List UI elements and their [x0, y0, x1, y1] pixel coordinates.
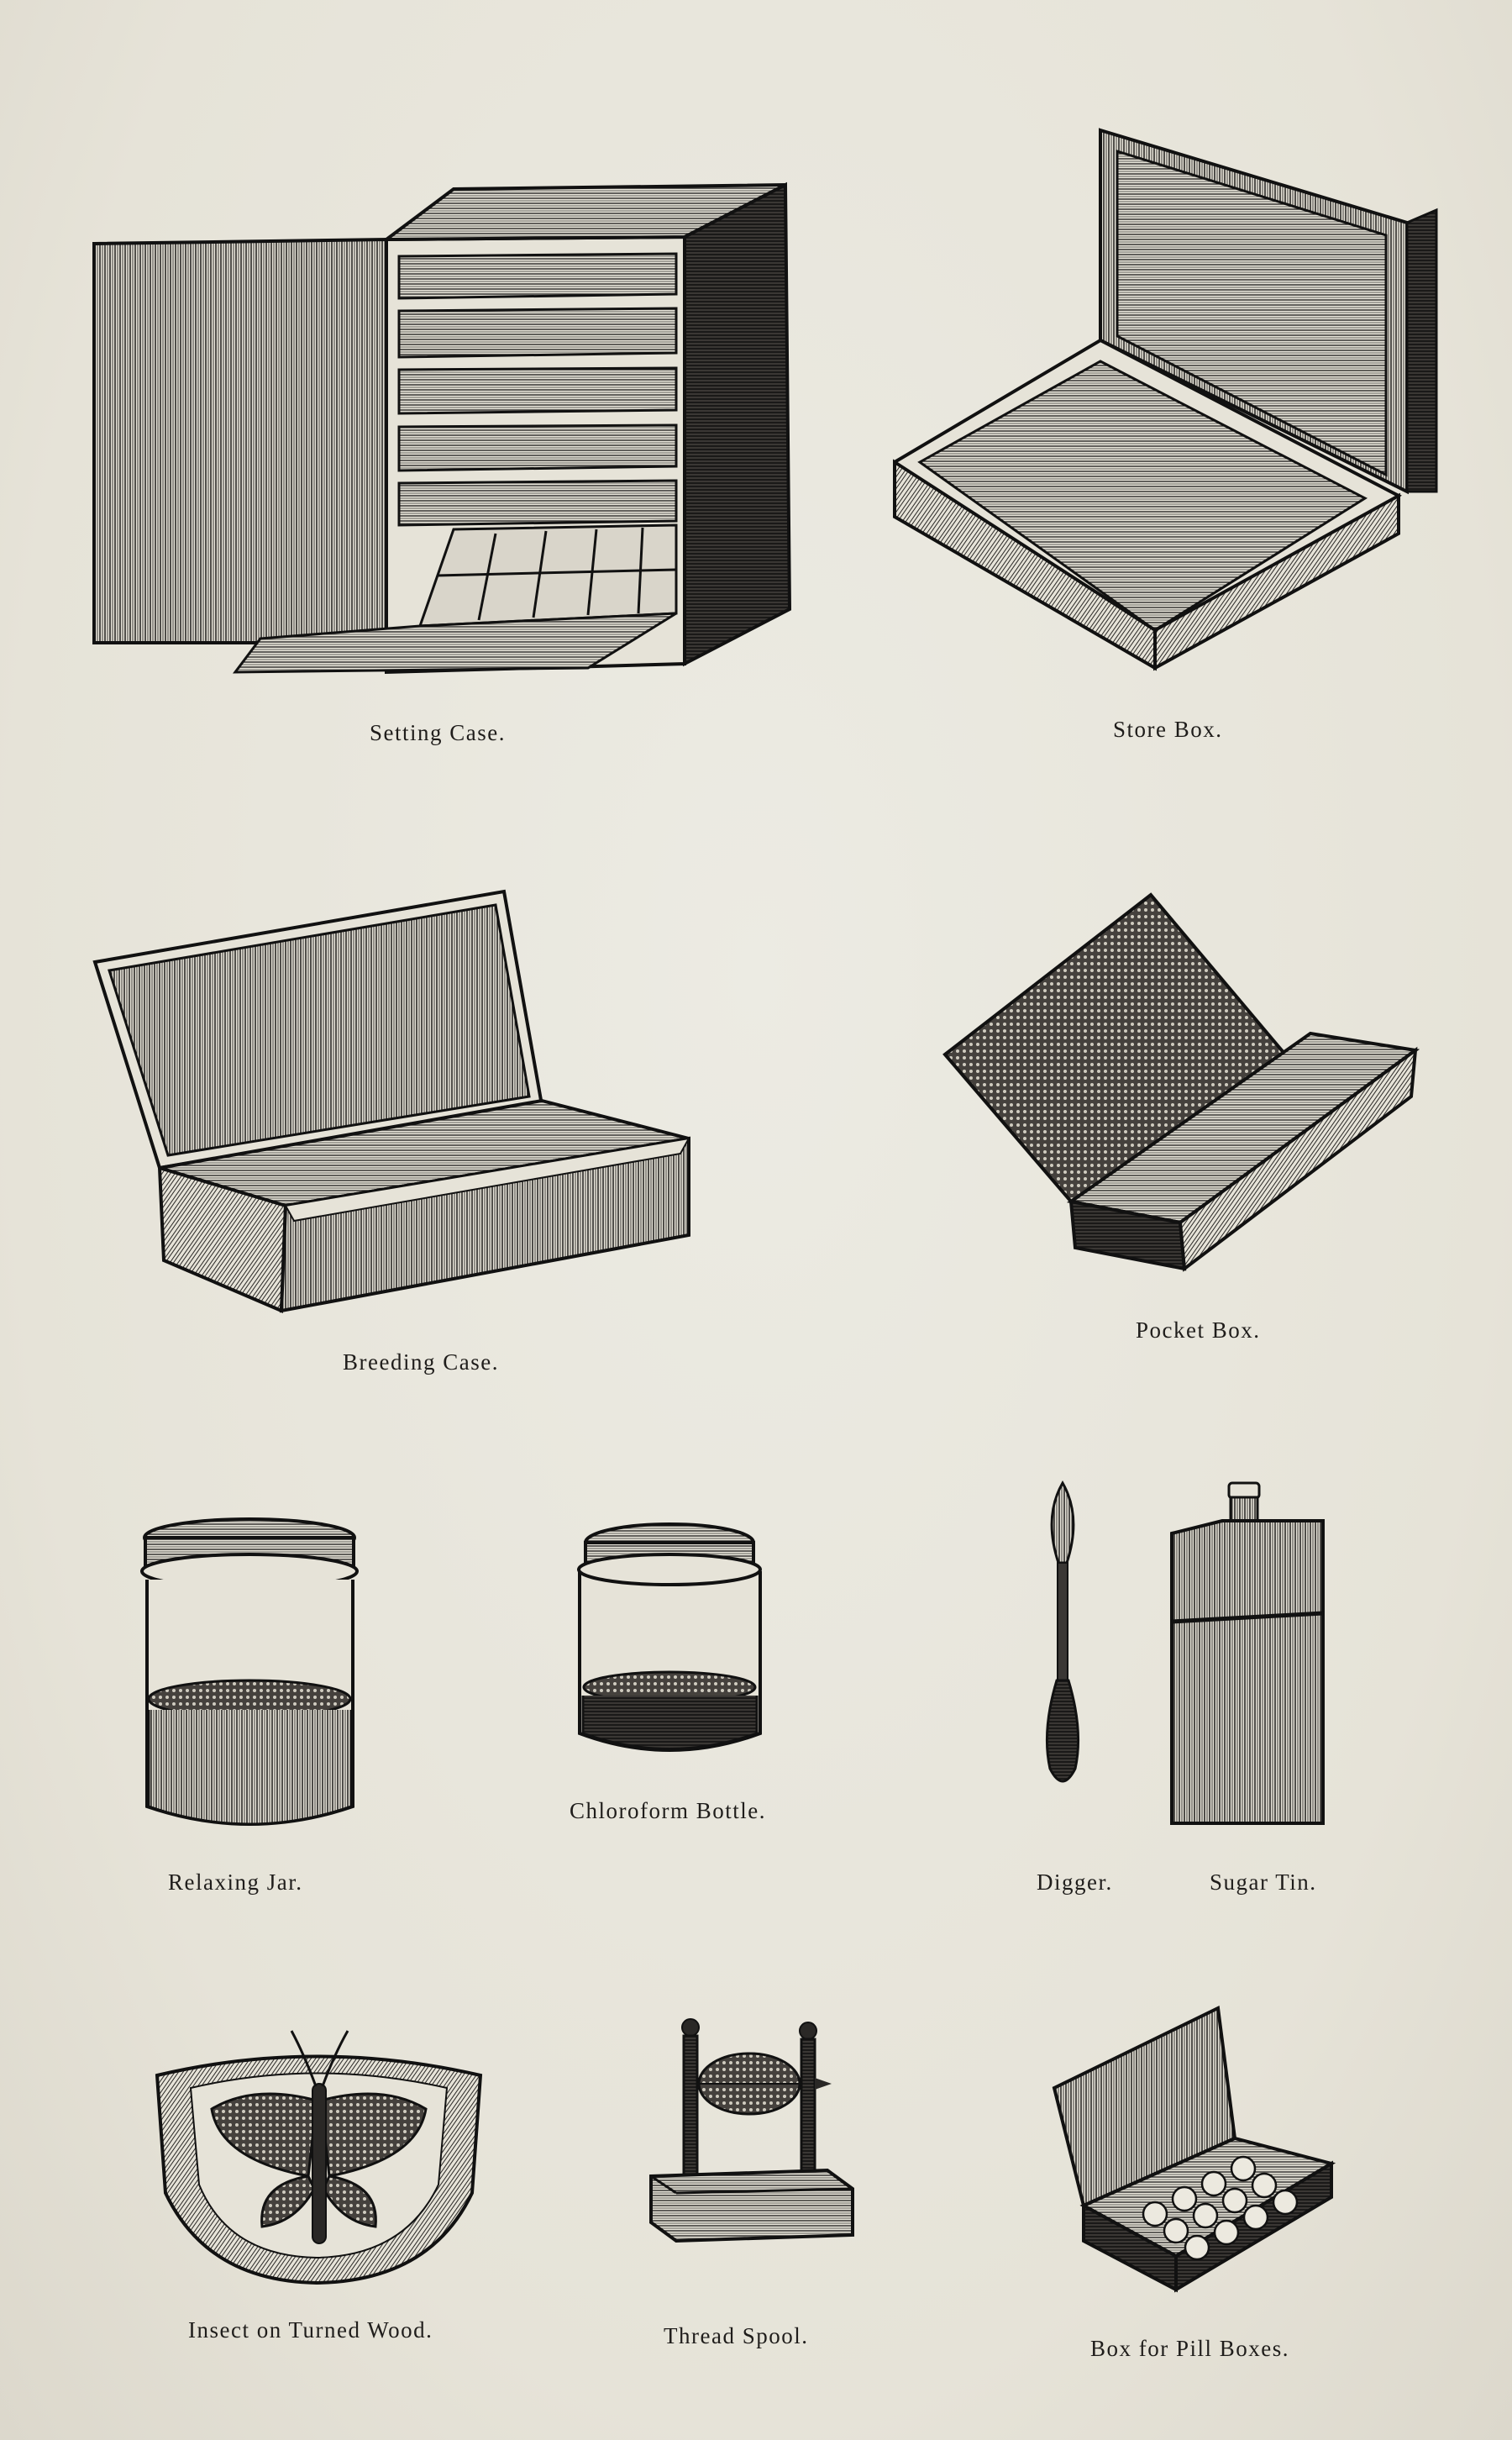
digger-illustration — [1033, 1479, 1092, 1794]
sugar-tin-illustration — [1163, 1479, 1327, 1827]
caption-sugar-tin: Sugar Tin. — [1210, 1869, 1317, 1895]
caption-store-box: Store Box. — [1113, 717, 1223, 742]
caption-pocket-box: Pocket Box. — [1136, 1317, 1261, 1343]
breeding-case-illustration — [88, 886, 693, 1315]
store-box-illustration — [886, 122, 1441, 676]
thread-spool-illustration — [647, 2012, 857, 2248]
relaxing-jar-illustration — [130, 1512, 370, 1832]
caption-chloroform-bottle: Chloroform Bottle. — [570, 1798, 766, 1823]
caption-box-for-pill-boxes: Box for Pill Boxes. — [1090, 2336, 1290, 2361]
chloroform-bottle-illustration — [571, 1519, 769, 1763]
setting-case-illustration — [84, 176, 798, 681]
insect-on-turned-wood-illustration — [153, 2021, 485, 2285]
pocket-box-illustration — [941, 886, 1420, 1273]
caption-setting-case: Setting Case. — [370, 720, 506, 745]
caption-relaxing-jar: Relaxing Jar. — [168, 1869, 303, 1895]
caption-digger: Digger. — [1037, 1869, 1113, 1895]
caption-insect-on-turned-wood: Insect on Turned Wood. — [188, 2317, 433, 2343]
caption-breeding-case: Breeding Case. — [343, 1349, 499, 1375]
box-for-pill-boxes-illustration — [1050, 2004, 1336, 2294]
caption-thread-spool: Thread Spool. — [664, 2323, 809, 2348]
